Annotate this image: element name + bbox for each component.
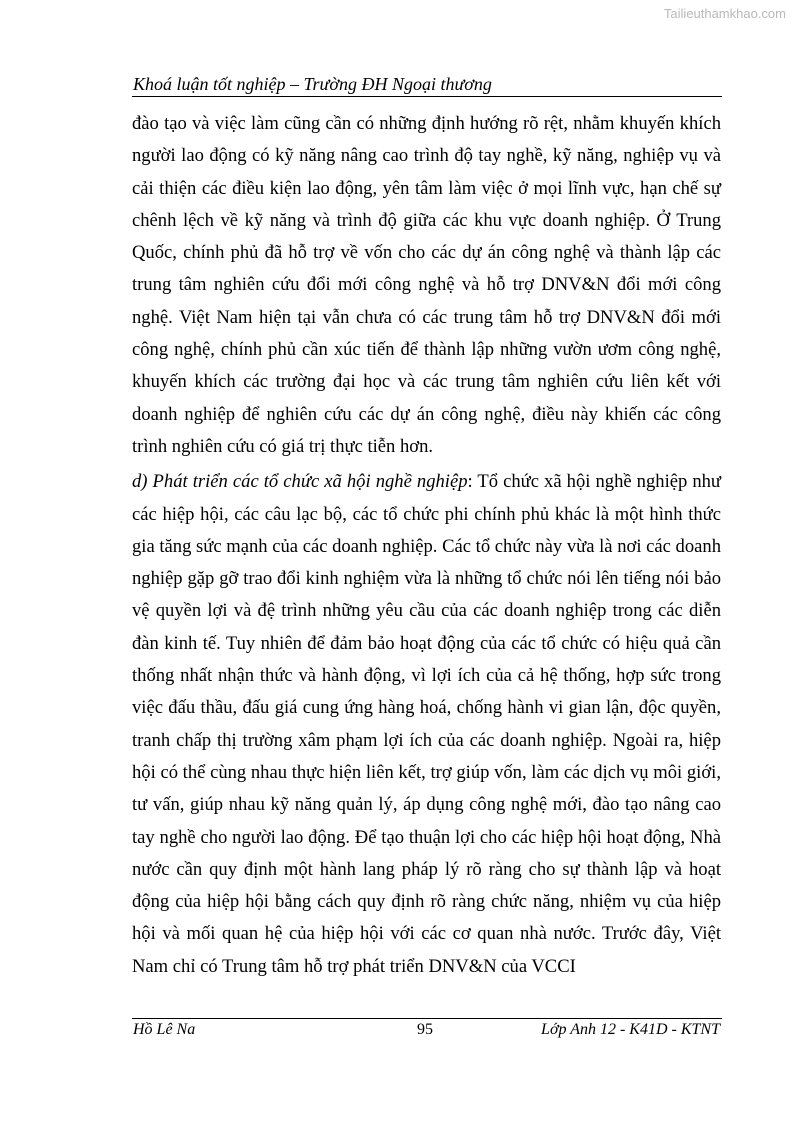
footer-page-number: 95 (417, 1021, 433, 1038)
item-d-label: d) Phát triển các tổ chức xã hội nghề nghiệp (132, 471, 468, 493)
header-divider (132, 96, 722, 97)
footer-divider (132, 1018, 722, 1019)
footer-class-info: Lớp Anh 12 - K41D - KTNT (541, 1021, 720, 1038)
footer-author: Hồ Lê Na (133, 1021, 196, 1038)
page-body (132, 108, 721, 983)
paragraph-1: đào tạo và việc làm cũng cần có những định hướng rõ rệt, nhằm khuyến khích người lao động có kỹ năng nâng cao trình độ tay nghề, kỹ năng, nghiệp vụ và cải thiện các điều kiện lao động, yên tâm làm việc ở mọi lĩnh vực, hạn chế sự chênh lệch về kỹ năng và trình độ giữa các khu vực doanh nghiệp. Ở Trung Quốc, chính phủ đã hỗ trợ về vốn cho các dự án công nghệ và thành lập các trung tâm nghiên cứu đổi mới công nghệ và hỗ trợ DNV&N đổi mới công nghệ. Việt Nam hiện tại vẫn chưa có các trung tâm hỗ trợ DNV&N đổi mới công nghệ, chính phủ cần xúc tiến để thành lập những vườn ươm công nghệ, khuyến khích các trường đại học và các trung tâm nghiên cứu liên kết với doanh nghiệp để nghiên cứu các dự án công nghệ, điều này khiến các công trình nghiên cứu có giá trị thực tiễn hơn. (132, 113, 721, 457)
item-d-text: : Tổ chức xã hội nghề nghiệp như các hiệp hội, các câu lạc bộ, các tổ chức phi chính phủ khác là một hình thức gia tăng sức mạnh của các doanh nghiệp. Các tổ chức này vừa là nơi các doanh nghiệp gặp gỡ trao đổi kinh nghiệm vừa là những tổ chức nói lên tiếng nói bảo vệ quyền lợi và đệ trình những yêu cầu của các doanh nghiệp trong các diễn đàn kinh tế. Tuy nhiên để đảm bảo hoạt động của các tổ chức có hiệu quả cần thống nhất nhận thức và hành động, vì lợi ích của cả hệ thống, hợp sức trong việc đấu thầu, đấu giá cung ứng hàng hoá, chống hành vi gian lận, độc quyền, tranh chấp thị trường xâm phạm lợi ích của các doanh nghiệp. Ngoài ra, hiệp hội có thể cùng nhau thực hiện liên kết, trợ giúp vốn, làm các dịch vụ môi giới, tư vấn, giúp nhau kỹ năng quản lý, áp dụng công nghệ mới, đào tạo nâng cao tay nghề cho người lao động. Để tạo thuận lợi cho các hiệp hội hoạt động, Nhà nước cần quy định một hành lang pháp lý rõ ràng cho sự thành lập và hoạt động của hiệp hội bằng cách quy định rõ ràng chức năng, nhiệm vụ của hiệp hội và mối quan hệ của hiệp hội với các cơ quan nhà nước. Trước đây, Việt Nam chỉ có Trung tâm hỗ trợ phát triển DNV&N của VCCI (132, 471, 722, 977)
page-header-title: Khoá luận tốt nghiệp – Trường ĐH Ngoại thương (133, 74, 492, 94)
paragraph-item-d (132, 466, 721, 983)
watermark: Tailieuthamkhao.com (663, 6, 786, 21)
